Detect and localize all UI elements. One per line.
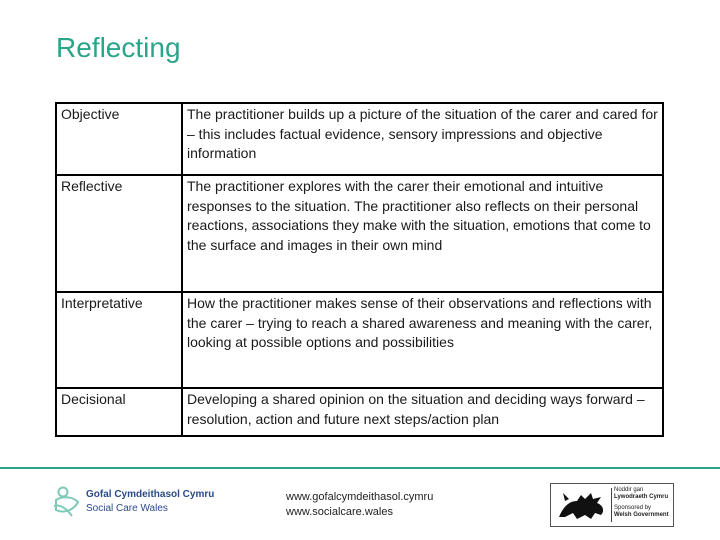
table-row — [56, 292, 663, 388]
row-label: Objective — [56, 103, 182, 175]
row-label: Decisional — [56, 388, 182, 436]
row-description: How the practitioner makes sense of their observations and reflections with the carer – trying to reach a shared awareness and meaning with the carer, looking at possible options and possibilities — [182, 292, 663, 388]
table-row — [56, 388, 663, 436]
row-description: The practitioner builds up a picture of the situation of the carer and cared for – this includes factual evidence, sensory impressions and objective information — [182, 103, 663, 175]
table-row — [56, 103, 663, 175]
wg-line-3: Sponsored by — [614, 505, 652, 511]
slide-title: Reflecting — [56, 32, 181, 63]
url-welsh[interactable]: www.gofalcymdeithasol.cymru — [286, 491, 434, 503]
row-label: Interpretative — [56, 292, 182, 388]
scw-name-welsh: Gofal Cymdeithasol Cymru — [86, 489, 215, 500]
welsh-government-logo — [550, 483, 674, 527]
welsh-dragon-icon — [555, 487, 611, 523]
scw-name-english: Social Care Wales — [86, 503, 168, 514]
wg-line-1: Noddir gan — [614, 487, 644, 493]
wg-line-4: Welsh Government — [614, 512, 669, 518]
social-care-wales-logo-icon — [52, 486, 82, 518]
url-english[interactable]: www.socialcare.wales — [286, 506, 393, 518]
row-label: Reflective — [56, 175, 182, 292]
social-care-wales-logo — [52, 486, 215, 520]
table-row — [56, 175, 663, 292]
reflecting-table — [55, 102, 664, 437]
row-description: The practitioner explores with the carer their emotional and intuitive responses to the situation. The practitioner also reflects on their personal reactions, associations they make with the situation, emotions that come to the surface and images in their own mind — [182, 175, 663, 292]
row-description: Developing a shared opinion on the situation and deciding ways forward – resolution, action and future next steps/action plan — [182, 388, 663, 436]
footer-urls — [286, 490, 433, 520]
wg-line-2: Lywodraeth Cymru — [614, 494, 669, 500]
logo-divider — [611, 488, 612, 522]
footer-divider — [0, 467, 720, 469]
